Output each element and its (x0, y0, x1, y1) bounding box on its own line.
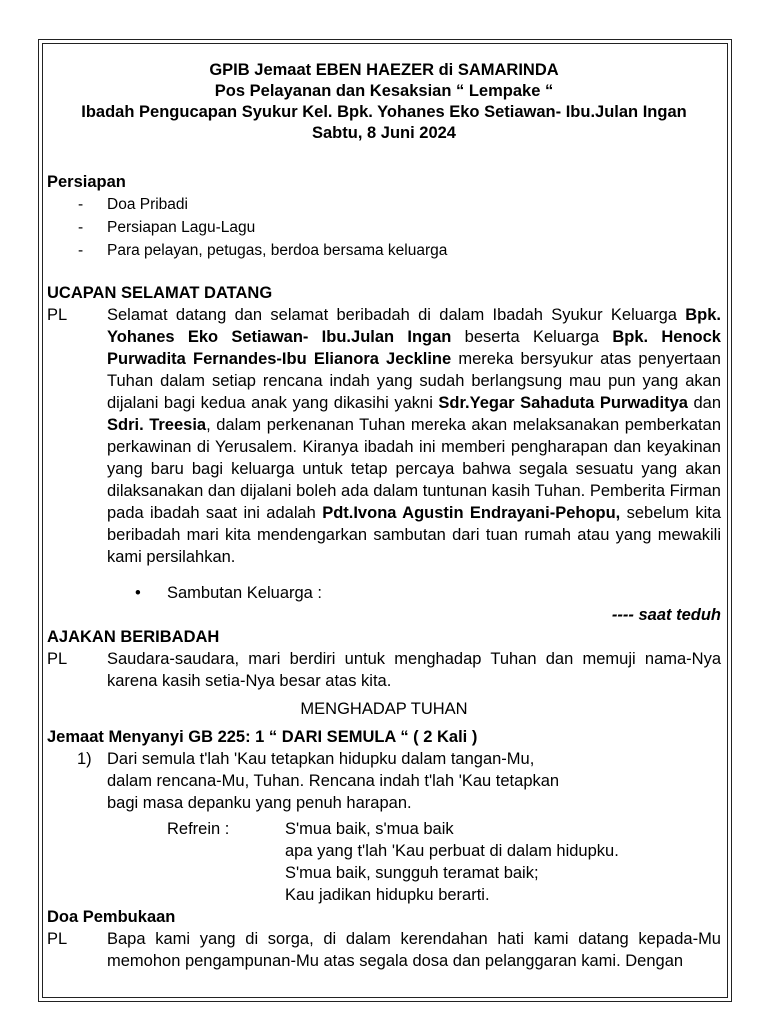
list-item: - Doa Pribadi (78, 196, 188, 213)
header-church: GPIB Jemaat EBEN HAEZER di SAMARINDA (209, 61, 559, 79)
refrain-line: S'mua baik, sungguh teramat baik; (285, 864, 539, 882)
header-date: Sabtu, 8 Juni 2024 (312, 124, 456, 142)
verse-line: dalam rencana-Mu, Tuhan. Rencana indah t'lah 'Kau tetapkan (107, 772, 560, 790)
ajakan-text: Saudara-saudara, mari berdiri untuk menghadap Tuhan dan memuji nama-Nya karena kasih setia-Nya besar atas kita. (107, 650, 721, 690)
refrain-label: Refrein : (167, 820, 230, 838)
list-item: - Para pelayan, petugas, berdoa bersama keluarga (78, 242, 448, 259)
sambutan-item (47, 582, 721, 604)
ajakan-paragraph (47, 648, 721, 692)
doa-paragraph (47, 928, 721, 972)
verse-line: Dari semula t'lah 'Kau tetapkan hidupku dalam tangan-Mu, (107, 750, 535, 768)
refrain-line: Kau jadikan hidupku berarti. (285, 886, 490, 904)
section-ajakan-title: AJAKAN BERIBADAH (47, 628, 220, 646)
header-service: Ibadah Pengucapan Syukur Kel. Bpk. Yohanes Eko Setiawan- Ibu.Julan Ingan (81, 103, 687, 121)
section-persiapan-title: Persiapan (47, 173, 126, 191)
song-refrain (47, 818, 721, 906)
ucapan-text: Selamat datang dan selamat beribadah di dalam Ibadah Syukur Keluarga Bpk. Yohanes Eko Setiawan- Ibu.Julan Ingan beserta Keluarga Bpk. Henock Purwadita Fernandes-Ibu Elianora Jeckline mereka bersyukur atas penyertaan Tuhan dalam setiap rencana indah yang sudah berlangsung mau pun yang akan dijalani bagi kedua anak yang dikasihi yakni Sdr.Yegar Sahaduta Purwaditya dan Sdri. Treesia, dalam perkenanan Tuhan mereka akan melaksanakan pemberkatan perkawinan di Yerusalem. Kiranya ibadah ini memberi pengharapan dan keyakinan yang baru bagi keluarga untuk tetap percaya bahwa segala sesuatu yang akan dilaksanakan dan dijalani boleh ada dalam tuntunan kasih Tuhan. Pemberita Firman pada ibadah saat ini adalah Pdt.Ivona Agustin Endrayani-Pehopu, sebelum kita beribadah mari kita mendengarkan sambutan dari tuan rumah atau yang mewakili kami persilahkan. (107, 306, 722, 566)
document-page (47, 60, 721, 972)
list-item: - Persiapan Lagu-Lagu (78, 219, 256, 236)
sambutan-label: Sambutan Keluarga : (167, 584, 323, 602)
persiapan-list (47, 193, 721, 262)
bullet-icon: • (135, 584, 141, 602)
verse-number: 1) (77, 750, 92, 768)
section-doa-title: Doa Pembukaan (47, 908, 176, 926)
document-header (47, 60, 721, 144)
song-verse (47, 748, 721, 814)
speaker-tag: PL (47, 930, 68, 948)
ucapan-paragraph (47, 304, 721, 568)
refrain-line: S'mua baik, s'mua baik (285, 820, 454, 838)
header-post: Pos Pelayanan dan Kesaksian “ Lempake “ (214, 82, 554, 100)
speaker-tag: PL (47, 650, 68, 668)
verse-line: bagi masa depanku yang penuh harapan. (107, 794, 412, 812)
song-title: Jemaat Menyanyi GB 225: 1 “ DARI SEMULA “ ( 2 Kali ) (47, 728, 478, 746)
speaker-tag: PL (47, 306, 68, 324)
section-ucapan-title: UCAPAN SELAMAT DATANG (47, 284, 273, 302)
saat-teduh-note: ---- saat teduh (611, 606, 721, 624)
refrain-line: apa yang t'lah 'Kau perbuat di dalam hidupku. (285, 842, 619, 860)
section-menghadap-title: MENGHADAP TUHAN (300, 700, 468, 718)
doa-text: Bapa kami yang di sorga, di dalam kerendahan hati kami datang kepada-Mu memohon pengampunan-Mu atas segala dosa dan pelanggaran kami. Dengan (107, 930, 721, 970)
